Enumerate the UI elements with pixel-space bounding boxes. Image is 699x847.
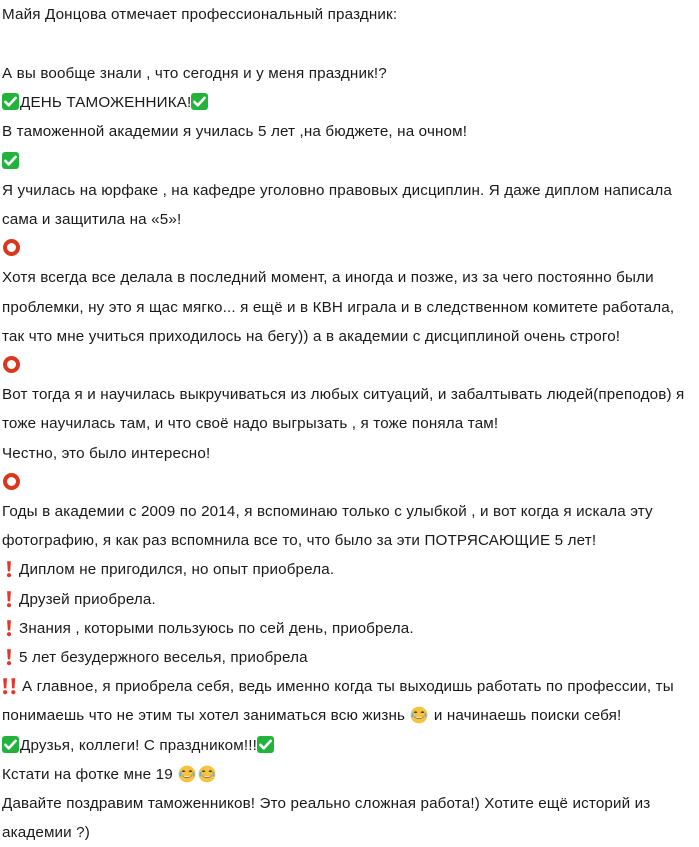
post-header: Майя Донцова отмечает профессиональный праздник: xyxy=(2,6,398,23)
face-with-tears-of-joy-icon xyxy=(178,765,196,783)
post-bullet-2 xyxy=(0,585,699,614)
post-line-1 xyxy=(0,59,699,88)
post-line-1-text: А вы вообще знали , что сегодня и у меня праздник!? xyxy=(2,65,387,82)
post-line-5 xyxy=(0,176,699,234)
white-check-mark-icon xyxy=(257,736,274,753)
post-line-12-text: Годы в академии с 2009 по 2014, я вспоминаю только с улыбкой , и вот когда я искала эту фотографию, я как раз вспомнила все то, что было за эти ПОТРЯСАЮЩИЕ 5 лет! xyxy=(2,503,653,550)
white-check-mark-icon xyxy=(2,93,19,110)
post-line-8 xyxy=(0,351,699,380)
post-line-3-text: В таможенной академии я училась 5 лет ,на бюджете, на очном! xyxy=(2,123,468,141)
post-bullet-1 xyxy=(0,555,699,584)
post-bullet-1-text: Диплом не пригодился, но опыт приобрела. xyxy=(19,561,335,579)
post-line-17-text-b: и начинаешь поиски себя! xyxy=(433,707,622,725)
post-line-18-text: Друзья, коллеги! С праздником!!! xyxy=(20,736,257,754)
post-line-18 xyxy=(0,731,699,760)
post-line-5-text: Я училась на юрфаке , на кафедре уголовно правовых дисциплин. Я даже диплом написала сама и защитила на «5»! xyxy=(2,181,673,229)
post-line-6 xyxy=(0,234,699,263)
post-line-10-text: Честно, это было интересно! xyxy=(2,444,211,462)
white-check-mark-icon xyxy=(2,736,19,753)
exclamation-mark-icon xyxy=(4,619,14,637)
post-line-7 xyxy=(0,263,699,351)
post-bullet-3 xyxy=(0,614,699,643)
post-line-11 xyxy=(0,468,699,497)
exclamation-mark-icon xyxy=(4,560,14,578)
exclamation-mark-icon xyxy=(4,590,14,608)
double-exclamation-mark-icon xyxy=(2,677,20,695)
heavy-large-circle-icon xyxy=(3,239,20,256)
white-check-mark-icon xyxy=(191,93,208,110)
post-bullet-4-text: 5 лет безудержного веселья, приобрела xyxy=(19,649,308,667)
post-line-17 xyxy=(0,672,699,730)
post-line-20 xyxy=(0,789,699,847)
heavy-large-circle-icon xyxy=(3,356,20,373)
post-line-20-text: Давайте поздравим таможенников! Это реально сложная работа!) Хотите ещё историй из академии ?) xyxy=(2,795,651,842)
post-line-2 xyxy=(0,88,699,117)
face-with-tears-of-joy-icon xyxy=(198,765,216,783)
post-line-9-text: Вот тогда я и научилась выкручиваться из любых ситуаций, и забалтывать людей(преподов) я тоже научилась там, и что своё надо выгрызать , я тоже поняла там! xyxy=(2,386,685,433)
post-bullet-4 xyxy=(0,643,699,672)
post-line-9 xyxy=(0,380,699,438)
post-line-3 xyxy=(0,117,699,146)
post-line-7-text: Хотя всегда все делала в последний момент, а иногда и позже, из за чего постоянно были проблемки, ну это я щас мягко... я ещё и в КВН играла и в следственном комитете работала, так что мне учиться приходилось на бегу)) а в академии с дисциплиной очень строго! xyxy=(2,269,675,345)
post-line-10 xyxy=(0,439,699,468)
post-line-17-text-a: А главное, я приобрела себя, ведь именно когда ты выходишь работать по профессии, ты понимаешь что не этим ты хотел заниматься всю жизнь xyxy=(2,678,674,725)
post-line-12 xyxy=(0,497,699,555)
heavy-large-circle-icon xyxy=(3,473,20,490)
white-check-mark-icon xyxy=(2,152,19,169)
face-with-tears-of-joy-icon xyxy=(410,706,428,724)
post-line-19 xyxy=(0,760,699,789)
header-spacer xyxy=(0,29,699,59)
post-line-19-text: Кстати на фотке мне 19 xyxy=(2,765,173,783)
post-line-4 xyxy=(0,147,699,176)
exclamation-mark-icon xyxy=(4,648,14,666)
post-line-2-text: ДЕНЬ ТАМОЖЕННИКА! xyxy=(20,94,192,112)
post-bullet-2-text: Друзей приобрела. xyxy=(19,590,156,608)
post-bullet-3-text: Знания , которыми пользуюсь по сей день, приобрела. xyxy=(19,619,414,637)
